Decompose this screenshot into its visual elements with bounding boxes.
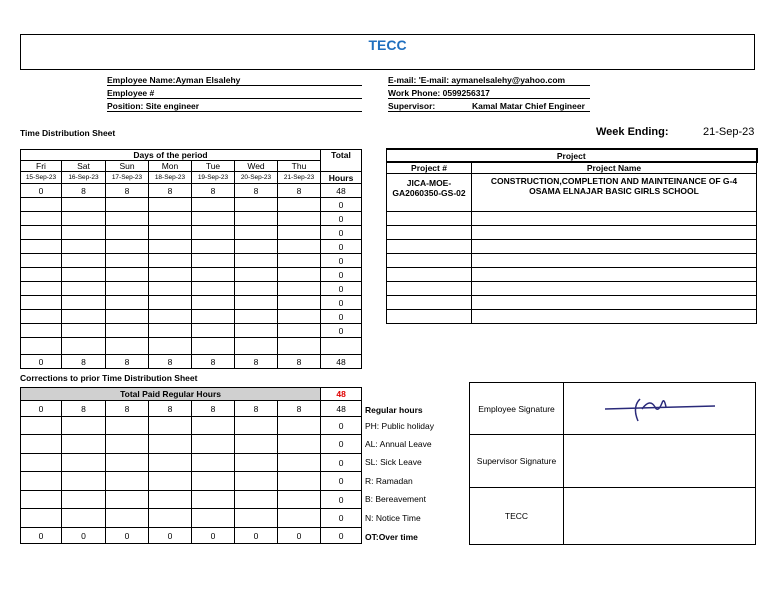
mon-hours bbox=[149, 509, 192, 528]
day-name: Wed bbox=[235, 161, 278, 172]
day-name: Sat bbox=[62, 161, 106, 172]
sat-hours bbox=[62, 417, 106, 435]
sun-hours bbox=[106, 254, 149, 268]
supervisor-signature-label: Supervisor Signature bbox=[470, 435, 564, 488]
total-hours: 48 bbox=[321, 401, 362, 417]
project-name-cell bbox=[472, 310, 757, 324]
mon-hours: 8 bbox=[149, 401, 192, 417]
fri-hours: 0 bbox=[21, 184, 62, 198]
project-number-cell bbox=[387, 310, 472, 324]
fri-hours bbox=[21, 417, 62, 435]
total-hours: 0 bbox=[321, 310, 362, 324]
mon-hours bbox=[149, 212, 192, 226]
table-row bbox=[21, 240, 362, 254]
employee-name: Employee Name:Ayman Elsalehy bbox=[107, 75, 362, 86]
project-row bbox=[387, 226, 757, 240]
thu-hours bbox=[278, 268, 321, 282]
category-label: B: Bereavement bbox=[365, 494, 426, 504]
tue-hours bbox=[192, 212, 235, 226]
fri-hours bbox=[21, 472, 62, 491]
corrections-table bbox=[20, 387, 362, 544]
sat-hours bbox=[62, 509, 106, 528]
sat-hours bbox=[62, 491, 106, 509]
project-name-cell bbox=[472, 296, 757, 310]
handwritten-signature bbox=[600, 393, 720, 423]
wed-hours bbox=[235, 491, 278, 509]
table-row bbox=[21, 310, 362, 324]
tue-hours: 0 bbox=[192, 528, 235, 544]
thu-hours: 0 bbox=[278, 528, 321, 544]
total-hours: 0 bbox=[321, 454, 362, 472]
fri-hours bbox=[21, 226, 62, 240]
mon-hours bbox=[149, 472, 192, 491]
thu-hours bbox=[278, 282, 321, 296]
table-row bbox=[21, 528, 362, 544]
wed-hours bbox=[235, 296, 278, 310]
day-date: 18-Sep-23 bbox=[149, 172, 192, 184]
sun-hours bbox=[106, 212, 149, 226]
employee-signature-box bbox=[564, 383, 756, 435]
sat-hours bbox=[62, 338, 106, 355]
wed-hours: 8 bbox=[235, 401, 278, 417]
fri-hours bbox=[21, 240, 62, 254]
sheet-title: Time Distribution Sheet bbox=[20, 128, 116, 138]
sat-hours: 0 bbox=[62, 528, 106, 544]
category-label: Regular hours bbox=[365, 405, 423, 415]
mon-hours bbox=[149, 491, 192, 509]
wed-hours bbox=[235, 226, 278, 240]
project-number-cell bbox=[387, 226, 472, 240]
mon-hours bbox=[149, 198, 192, 212]
tue-hours: 8 bbox=[192, 355, 235, 369]
total-paid-label: Total Paid Regular Hours bbox=[21, 388, 321, 401]
project-number-cell bbox=[387, 296, 472, 310]
thu-hours: 8 bbox=[278, 401, 321, 417]
work-phone: Work Phone: 0599256317 bbox=[388, 88, 590, 99]
fri-hours bbox=[21, 454, 62, 472]
tue-hours bbox=[192, 454, 235, 472]
day-date: 20-Sep-23 bbox=[235, 172, 278, 184]
project-row bbox=[387, 240, 757, 254]
sun-hours bbox=[106, 268, 149, 282]
thu-hours bbox=[278, 296, 321, 310]
tue-hours bbox=[192, 226, 235, 240]
thu-hours bbox=[278, 324, 321, 338]
total-hours: 0 bbox=[321, 472, 362, 491]
sun-hours bbox=[106, 417, 149, 435]
tue-hours bbox=[192, 491, 235, 509]
tue-hours bbox=[192, 268, 235, 282]
sun-hours bbox=[106, 226, 149, 240]
days-header: Days of the period bbox=[21, 150, 321, 161]
mon-hours bbox=[149, 338, 192, 355]
thu-hours bbox=[278, 198, 321, 212]
day-date: 15-Sep-23 bbox=[21, 172, 62, 184]
table-row bbox=[21, 355, 362, 369]
wed-hours bbox=[235, 454, 278, 472]
total-header: Total bbox=[321, 150, 362, 161]
thu-hours bbox=[278, 472, 321, 491]
category-label: AL: Annual Leave bbox=[365, 439, 432, 449]
table-row bbox=[21, 226, 362, 240]
fri-hours bbox=[21, 324, 62, 338]
sun-hours bbox=[106, 282, 149, 296]
sat-hours bbox=[62, 198, 106, 212]
project-name-cell bbox=[472, 240, 757, 254]
sun-hours bbox=[106, 454, 149, 472]
supervisor-signature-box bbox=[564, 435, 756, 488]
project-name-cell bbox=[472, 226, 757, 240]
project-row bbox=[387, 282, 757, 296]
tue-hours bbox=[192, 435, 235, 454]
category-label: N: Notice Time bbox=[365, 513, 421, 523]
table-row bbox=[21, 401, 362, 417]
mon-hours: 8 bbox=[149, 184, 192, 198]
day-name: Sun bbox=[106, 161, 149, 172]
total-hours: 0 bbox=[321, 282, 362, 296]
sun-hours bbox=[106, 472, 149, 491]
hours-header: Hours bbox=[321, 172, 362, 184]
project-row bbox=[387, 212, 757, 226]
fri-hours bbox=[21, 435, 62, 454]
sat-hours bbox=[62, 296, 106, 310]
employee-signature-label: Employee Signature bbox=[470, 383, 564, 435]
table-row bbox=[21, 212, 362, 226]
week-ending-label: Week Ending: bbox=[596, 126, 669, 138]
thu-hours bbox=[278, 491, 321, 509]
wed-hours bbox=[235, 268, 278, 282]
sun-hours: 0 bbox=[106, 528, 149, 544]
thu-hours bbox=[278, 338, 321, 355]
wed-hours bbox=[235, 310, 278, 324]
total-paid-value: 48 bbox=[321, 388, 362, 401]
wed-hours bbox=[235, 509, 278, 528]
project-number-header: Project # bbox=[387, 162, 472, 174]
mon-hours bbox=[149, 254, 192, 268]
thu-hours bbox=[278, 254, 321, 268]
total-hours: 0 bbox=[321, 212, 362, 226]
project-number-cell bbox=[387, 212, 472, 226]
total-hours: 48 bbox=[321, 355, 362, 369]
signature-table bbox=[469, 382, 756, 545]
fri-hours bbox=[21, 509, 62, 528]
project-row bbox=[387, 296, 757, 310]
tue-hours bbox=[192, 509, 235, 528]
project-name-header: Project Name bbox=[472, 162, 757, 174]
fri-hours bbox=[21, 282, 62, 296]
sun-hours bbox=[106, 240, 149, 254]
fri-hours bbox=[21, 198, 62, 212]
sun-hours bbox=[106, 509, 149, 528]
sat-hours bbox=[62, 472, 106, 491]
thu-hours: 8 bbox=[278, 355, 321, 369]
sun-hours bbox=[106, 198, 149, 212]
wed-hours: 0 bbox=[235, 528, 278, 544]
wed-hours bbox=[235, 282, 278, 296]
fri-hours bbox=[21, 310, 62, 324]
fri-hours bbox=[21, 212, 62, 226]
wed-hours: 8 bbox=[235, 184, 278, 198]
hours-table bbox=[20, 149, 362, 369]
day-date: 17-Sep-23 bbox=[106, 172, 149, 184]
mon-hours bbox=[149, 226, 192, 240]
fri-hours: 0 bbox=[21, 355, 62, 369]
sun-hours bbox=[106, 491, 149, 509]
sat-hours bbox=[62, 212, 106, 226]
tue-hours bbox=[192, 240, 235, 254]
wed-hours bbox=[235, 240, 278, 254]
sat-hours: 8 bbox=[62, 355, 106, 369]
wed-hours bbox=[235, 435, 278, 454]
wed-hours bbox=[235, 212, 278, 226]
project-name: CONSTRUCTION,COMPLETION AND MAINTEINANCE OF G-4 OSAMA ELNAJAR BASIC GIRLS SCHOOL bbox=[472, 174, 757, 212]
supervisor-line bbox=[388, 101, 590, 112]
table-row bbox=[21, 338, 362, 355]
category-label: R: Ramadan bbox=[365, 476, 413, 486]
mon-hours bbox=[149, 268, 192, 282]
category-label: SL: Sick Leave bbox=[365, 457, 422, 467]
email-line: E-mail: 'E-mail: aymanelsalehy@yahoo.com bbox=[388, 75, 590, 86]
employee-position: Position: Site engineer bbox=[107, 101, 362, 112]
total-hours: 0 bbox=[321, 268, 362, 282]
total-hours: 0 bbox=[321, 324, 362, 338]
sat-hours bbox=[62, 240, 106, 254]
sat-hours: 8 bbox=[62, 401, 106, 417]
sun-hours bbox=[106, 338, 149, 355]
thu-hours bbox=[278, 435, 321, 454]
week-ending-value: 21-Sep-23 bbox=[703, 126, 755, 138]
mon-hours bbox=[149, 435, 192, 454]
wed-hours bbox=[235, 338, 278, 355]
project-number: JICA-MOE-GA2060350-GS-02 bbox=[387, 174, 472, 212]
thu-hours bbox=[278, 509, 321, 528]
wed-hours bbox=[235, 324, 278, 338]
thu-hours bbox=[278, 240, 321, 254]
fri-hours: 0 bbox=[21, 528, 62, 544]
sat-hours bbox=[62, 324, 106, 338]
thu-hours bbox=[278, 226, 321, 240]
sat-hours bbox=[62, 310, 106, 324]
sat-hours: 8 bbox=[62, 184, 106, 198]
day-date: 16-Sep-23 bbox=[62, 172, 106, 184]
total-hours: 48 bbox=[321, 184, 362, 198]
category-label: OT:Over time bbox=[365, 532, 418, 542]
company-signature-box bbox=[564, 488, 756, 545]
mon-hours bbox=[149, 324, 192, 338]
project-name-cell bbox=[472, 212, 757, 226]
tue-hours bbox=[192, 338, 235, 355]
project-row bbox=[387, 310, 757, 324]
sun-hours: 8 bbox=[106, 401, 149, 417]
project-row bbox=[387, 254, 757, 268]
title-box bbox=[20, 34, 755, 70]
total-hours: 0 bbox=[321, 509, 362, 528]
company-title: TECC bbox=[368, 37, 407, 53]
sun-hours bbox=[106, 310, 149, 324]
table-row bbox=[21, 282, 362, 296]
tue-hours bbox=[192, 254, 235, 268]
sun-hours bbox=[106, 435, 149, 454]
total-hours: 0 bbox=[321, 417, 362, 435]
table-row bbox=[21, 435, 362, 454]
sat-hours bbox=[62, 268, 106, 282]
table-row bbox=[21, 491, 362, 509]
wed-hours bbox=[235, 472, 278, 491]
sun-hours: 8 bbox=[106, 184, 149, 198]
total-hours: 0 bbox=[321, 240, 362, 254]
fri-hours bbox=[21, 296, 62, 310]
mon-hours bbox=[149, 282, 192, 296]
total-hours: 0 bbox=[321, 254, 362, 268]
wed-hours bbox=[235, 254, 278, 268]
total-spacer bbox=[321, 161, 362, 172]
fri-hours bbox=[21, 268, 62, 282]
thu-hours bbox=[278, 310, 321, 324]
mon-hours: 0 bbox=[149, 528, 192, 544]
table-row bbox=[21, 417, 362, 435]
tue-hours: 8 bbox=[192, 184, 235, 198]
project-table bbox=[386, 148, 758, 324]
table-row bbox=[21, 198, 362, 212]
total-hours: 0 bbox=[321, 491, 362, 509]
day-name: Mon bbox=[149, 161, 192, 172]
project-number-cell bbox=[387, 282, 472, 296]
fri-hours bbox=[21, 338, 62, 355]
tue-hours bbox=[192, 198, 235, 212]
total-hours: 0 bbox=[321, 226, 362, 240]
fri-hours: 0 bbox=[21, 401, 62, 417]
project-header: Project bbox=[387, 149, 757, 162]
total-hours: 0 bbox=[321, 435, 362, 454]
project-name-cell bbox=[472, 254, 757, 268]
fri-hours bbox=[21, 491, 62, 509]
sun-hours bbox=[106, 324, 149, 338]
total-hours: 0 bbox=[321, 198, 362, 212]
day-name: Fri bbox=[21, 161, 62, 172]
mon-hours bbox=[149, 310, 192, 324]
table-row bbox=[21, 472, 362, 491]
tue-hours bbox=[192, 472, 235, 491]
sat-hours bbox=[62, 435, 106, 454]
supervisor-label: Supervisor: bbox=[388, 101, 436, 111]
project-number-cell bbox=[387, 254, 472, 268]
sat-hours bbox=[62, 454, 106, 472]
thu-hours bbox=[278, 212, 321, 226]
company-signature-label: TECC bbox=[470, 488, 564, 545]
tue-hours bbox=[192, 282, 235, 296]
thu-hours: 8 bbox=[278, 184, 321, 198]
supervisor-name: Kamal Matar Chief Engineer bbox=[472, 101, 585, 111]
day-name: Tue bbox=[192, 161, 235, 172]
sat-hours bbox=[62, 282, 106, 296]
tue-hours: 8 bbox=[192, 401, 235, 417]
day-name: Thu bbox=[278, 161, 321, 172]
category-label: PH: Public holiday bbox=[365, 421, 434, 431]
project-row bbox=[387, 174, 757, 212]
tue-hours bbox=[192, 310, 235, 324]
total-hours bbox=[321, 338, 362, 355]
sat-hours bbox=[62, 254, 106, 268]
mon-hours bbox=[149, 454, 192, 472]
table-row bbox=[21, 254, 362, 268]
tue-hours bbox=[192, 417, 235, 435]
sat-hours bbox=[62, 226, 106, 240]
table-row bbox=[21, 454, 362, 472]
project-row bbox=[387, 268, 757, 282]
tue-hours bbox=[192, 296, 235, 310]
total-hours: 0 bbox=[321, 528, 362, 544]
corrections-title: Corrections to prior Time Distribution Sheet bbox=[20, 373, 198, 383]
thu-hours bbox=[278, 454, 321, 472]
fri-hours bbox=[21, 254, 62, 268]
mon-hours bbox=[149, 417, 192, 435]
wed-hours: 8 bbox=[235, 355, 278, 369]
project-number-cell bbox=[387, 240, 472, 254]
mon-hours: 8 bbox=[149, 355, 192, 369]
sun-hours bbox=[106, 296, 149, 310]
table-row bbox=[21, 296, 362, 310]
table-row bbox=[21, 509, 362, 528]
wed-hours bbox=[235, 198, 278, 212]
employee-number: Employee # bbox=[107, 88, 362, 99]
day-date: 19-Sep-23 bbox=[192, 172, 235, 184]
thu-hours bbox=[278, 417, 321, 435]
table-row bbox=[21, 324, 362, 338]
tue-hours bbox=[192, 324, 235, 338]
day-date: 21-Sep-23 bbox=[278, 172, 321, 184]
mon-hours bbox=[149, 240, 192, 254]
project-number-cell bbox=[387, 268, 472, 282]
project-name-cell bbox=[472, 282, 757, 296]
table-row bbox=[21, 268, 362, 282]
wed-hours bbox=[235, 417, 278, 435]
mon-hours bbox=[149, 296, 192, 310]
table-row bbox=[21, 184, 362, 198]
project-name-cell bbox=[472, 268, 757, 282]
total-hours: 0 bbox=[321, 296, 362, 310]
sun-hours: 8 bbox=[106, 355, 149, 369]
